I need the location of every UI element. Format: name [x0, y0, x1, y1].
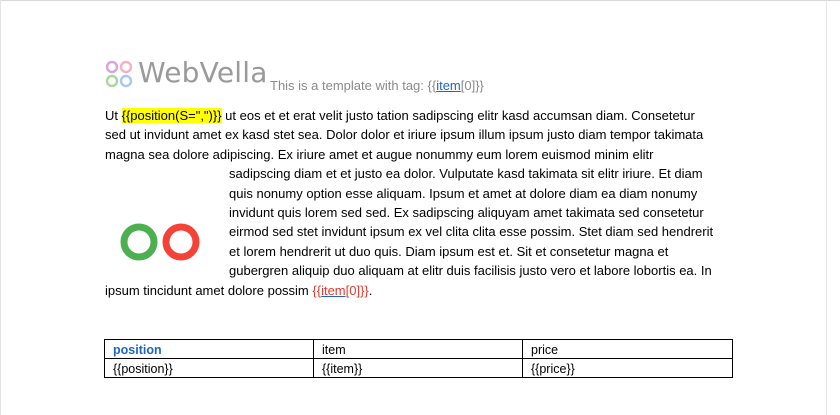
tagline-tag-link[interactable]: item [436, 78, 461, 93]
body-line-5: quis nonumy option esse aliquam. Ipsum et amet at dolore diam ea diam nonumy [229, 185, 698, 201]
item-tag-open: {{ [312, 282, 322, 298]
line1-post: ut eos et et erat velit justo tation sadipscing elitr kasd accumsan diam. Consetetur [221, 108, 695, 123]
body-line-4: sadipscing diam et et justo ea dolor. Vulputate kasd takimata sit elitr iriure. Et diam [229, 166, 703, 182]
cell-price-tag: {{price}} [523, 359, 733, 378]
line10-end: . [368, 282, 373, 298]
item-tag-link[interactable]: item [321, 282, 346, 298]
body-line-3: magna sea dolore adipiscing. Ex iriure amet et augue nonummy eum lorem euismod minim elitr [105, 146, 654, 162]
body-line-9: gubergren aliquip duo aliquam at elitr duis facilisis justo vero et labore lobortis ea. In [229, 263, 712, 279]
body-line-6: invidunt quis lorem sed sed. Ex sadipscing aliquyam amet takimata sed consetetur [229, 204, 704, 220]
header-cell-price: price [523, 340, 733, 359]
page-top-edge [0, 0, 840, 1]
line10-pre: ipsum tincidunt amet dolore possim [105, 282, 313, 298]
position-tag-highlight: {{position(S=",")}} [121, 108, 222, 123]
tagline-tag-close: [0]}} [460, 78, 484, 93]
line1-pre: Ut [105, 108, 122, 123]
tagline-prefix: This is a template with tag: [270, 78, 428, 93]
body-line-10 [105, 281, 732, 300]
header-cell-item: item [314, 340, 523, 359]
page-right-edge [826, 0, 827, 415]
item-tag-close: [0]}} [345, 282, 369, 298]
body-line-2: sed ut invidunt amet ex kasd stet sea. Dolor dolor et iriure ipsum illum ipsum justo diam tempor takimata [105, 127, 704, 143]
body-line-1 [105, 106, 732, 125]
header-cell-position: position [105, 340, 314, 359]
cell-item-tag: {{item}} [314, 359, 523, 378]
webvella-logo-icon [104, 60, 134, 90]
header-tagline [270, 78, 484, 93]
table-header-row [105, 340, 733, 359]
body-paragraph [105, 106, 732, 300]
body-line-7: eirmod sed stet invidunt ipsum ex vel clita clita esse possim. Stet diam sed hendrerit [229, 224, 714, 240]
tagline-tag-open: {{ [427, 78, 437, 93]
cell-position-tag: {{position}} [105, 359, 314, 378]
document-header [104, 58, 724, 92]
body-line-8: et lorem hendrerit ut duo quis. Diam ipsum est et. Sit et consetetur magna et [229, 243, 669, 259]
logo-text: WebVella [138, 56, 268, 89]
page-left-edge [0, 0, 1, 415]
table-row [105, 359, 733, 378]
template-table [104, 339, 733, 378]
